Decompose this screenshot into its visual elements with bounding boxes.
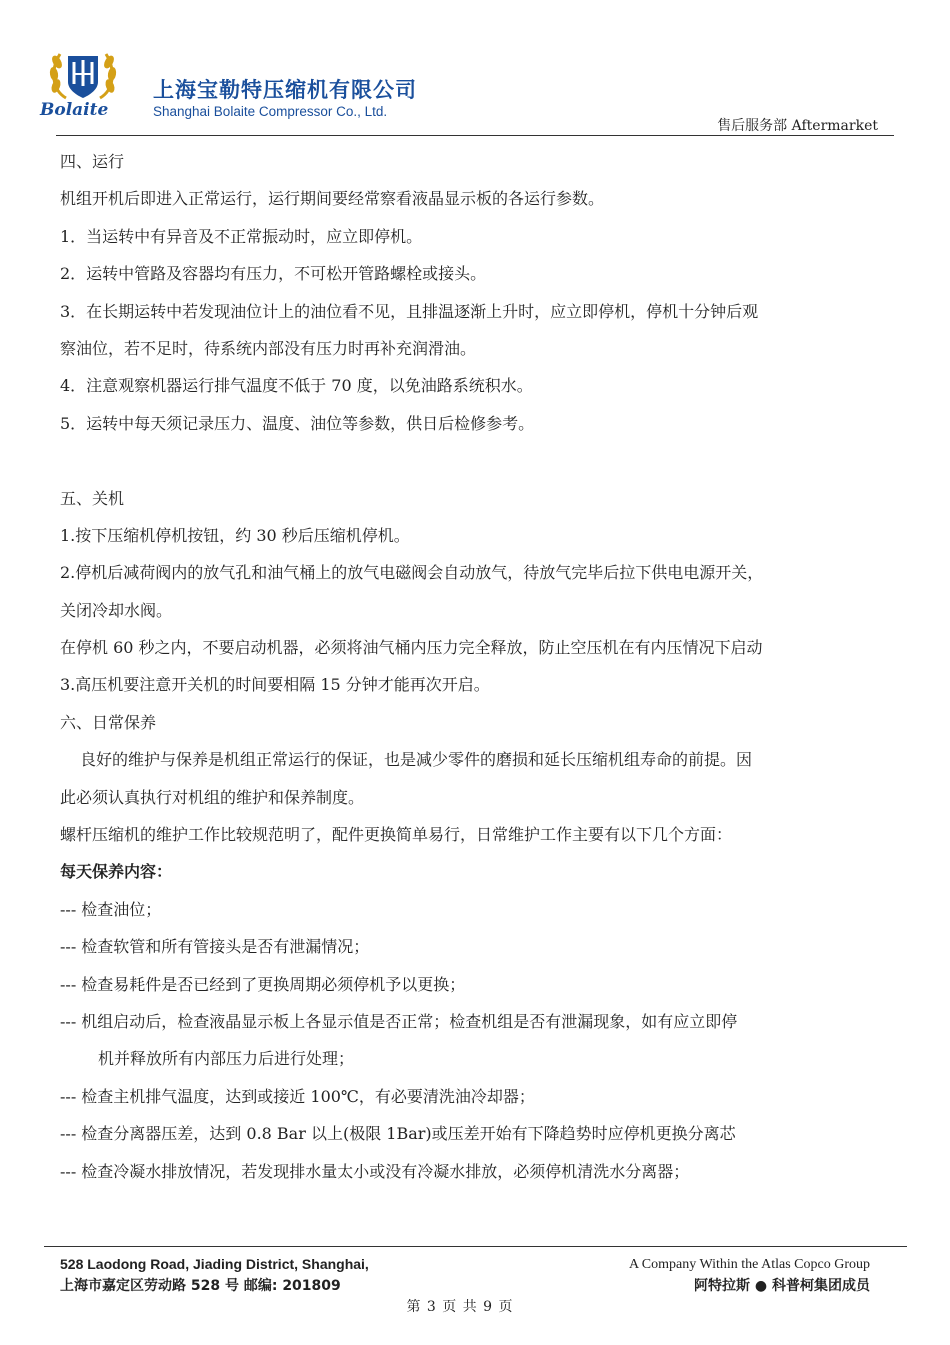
footer-group-cn: 阿特拉斯 ● 科普柯集团成员 xyxy=(694,1278,870,1294)
body-line: 螺杆压缩机的维护工作比较规范明了，配件更换简单易行，日常维护工作主要有以下几个方面： xyxy=(60,825,733,845)
body-line: 在停机 60 秒之内，不要启动机器，必须将油气桶内压力完全释放，防止空压机在有内压情况下启动 xyxy=(60,638,763,658)
body-line: 机组开机后即进入正常运行，运行期间要经常察看液晶显示板的各运行参数。 xyxy=(60,189,605,209)
body-line: --- 机组启动后，检查液晶显示板上各显示值是否正常；检查机组是否有泄漏现象，如有应立即停 xyxy=(60,1011,738,1031)
body-line: 四、运行 xyxy=(60,152,125,171)
body-line: 机并释放所有内部压力后进行处理； xyxy=(98,1049,355,1069)
body-line: 5．运转中每天须记录压力、温度、油位等参数，供日后检修参考。 xyxy=(60,413,535,433)
body-line: 2．运转中管路及容器均有压力，不可松开管路螺栓或接头。 xyxy=(60,264,487,284)
footer-group-en: A Company Within the Atlas Copco Group xyxy=(628,1257,870,1272)
body-line: 4．注意观察机器运行排气温度不低于 70 度，以免油路系统积水。 xyxy=(60,376,533,396)
company-logo xyxy=(38,40,128,124)
body-line: 关闭冷却水阀。 xyxy=(60,600,173,620)
body-line: 五、关机 xyxy=(60,488,125,508)
page-number: 第 3 页 共 9 页 xyxy=(406,1299,514,1315)
body-line: 3.高压机要注意开关机的时间要相隔 15 分钟才能再次开启。 xyxy=(60,675,490,695)
document-body xyxy=(60,143,895,1190)
body-line: 1.按下压缩机停机按钮，约 30 秒后压缩机停机。 xyxy=(60,525,410,545)
footer-address-cn: 上海市嘉定区劳动路 528 号 邮编: 201809 xyxy=(60,1278,341,1294)
body-line: --- 检查分离器压差，达到 0.8 Bar 以上(极限 1Bar)或压差开始有下降趋势时应停机更换分离芯 xyxy=(60,1124,736,1144)
body-line: 良好的维护与保养是机组正常运行的保证，也是减少零件的磨损和延长压缩机组寿命的前提。因 xyxy=(80,750,753,770)
header-divider xyxy=(56,135,894,136)
body-line: --- 检查软管和所有管接头是否有泄漏情况； xyxy=(60,937,370,957)
body-line: --- 检查油位； xyxy=(60,899,162,919)
company-name-en: Shanghai Bolaite Compressor Co., Ltd. xyxy=(153,104,388,119)
body-line: 1．当运转中有异音及不正常振动时，应立即停机。 xyxy=(60,226,423,246)
blank-line xyxy=(60,442,895,479)
body-line: 2.停机后减荷阀内的放气孔和油气桶上的放气电磁阀会自动放气，待放气完毕后拉下供电电源开关， xyxy=(60,563,764,583)
logo-wordmark: Bolaite xyxy=(40,100,109,120)
body-line: --- 检查易耗件是否已经到了更换周期必须停机予以更换； xyxy=(60,974,466,994)
body-line: 此必须认真执行对机组的维护和保养制度。 xyxy=(60,787,365,807)
body-line: --- 检查主机排气温度，达到或接近 100℃，有必要清洗油冷却器； xyxy=(60,1086,535,1106)
department-label: 售后服务部 Aftermarket xyxy=(717,118,878,134)
section-subheading: 每天保养内容： xyxy=(60,862,173,882)
footer-address-en: 528 Laodong Road, Jiading District, Shanghai, xyxy=(60,1256,369,1272)
body-line: --- 检查冷凝水排放情况，若发现排水量太小或没有冷凝水排放，必须停机清洗水分离器； xyxy=(60,1161,690,1181)
body-line: 察油位，若不足时，待系统内部没有压力时再补充润滑油。 xyxy=(60,338,477,358)
company-name-cn: 上海宝勒特压缩机有限公司 xyxy=(153,78,417,102)
body-line: 3．在长期运转中若发现油位计上的油位看不见，且排温逐渐上升时，应立即停机，停机十分钟后观 xyxy=(60,301,759,321)
body-line: 六、日常保养 xyxy=(60,712,157,732)
footer-divider xyxy=(44,1246,907,1247)
page-header xyxy=(0,0,950,140)
